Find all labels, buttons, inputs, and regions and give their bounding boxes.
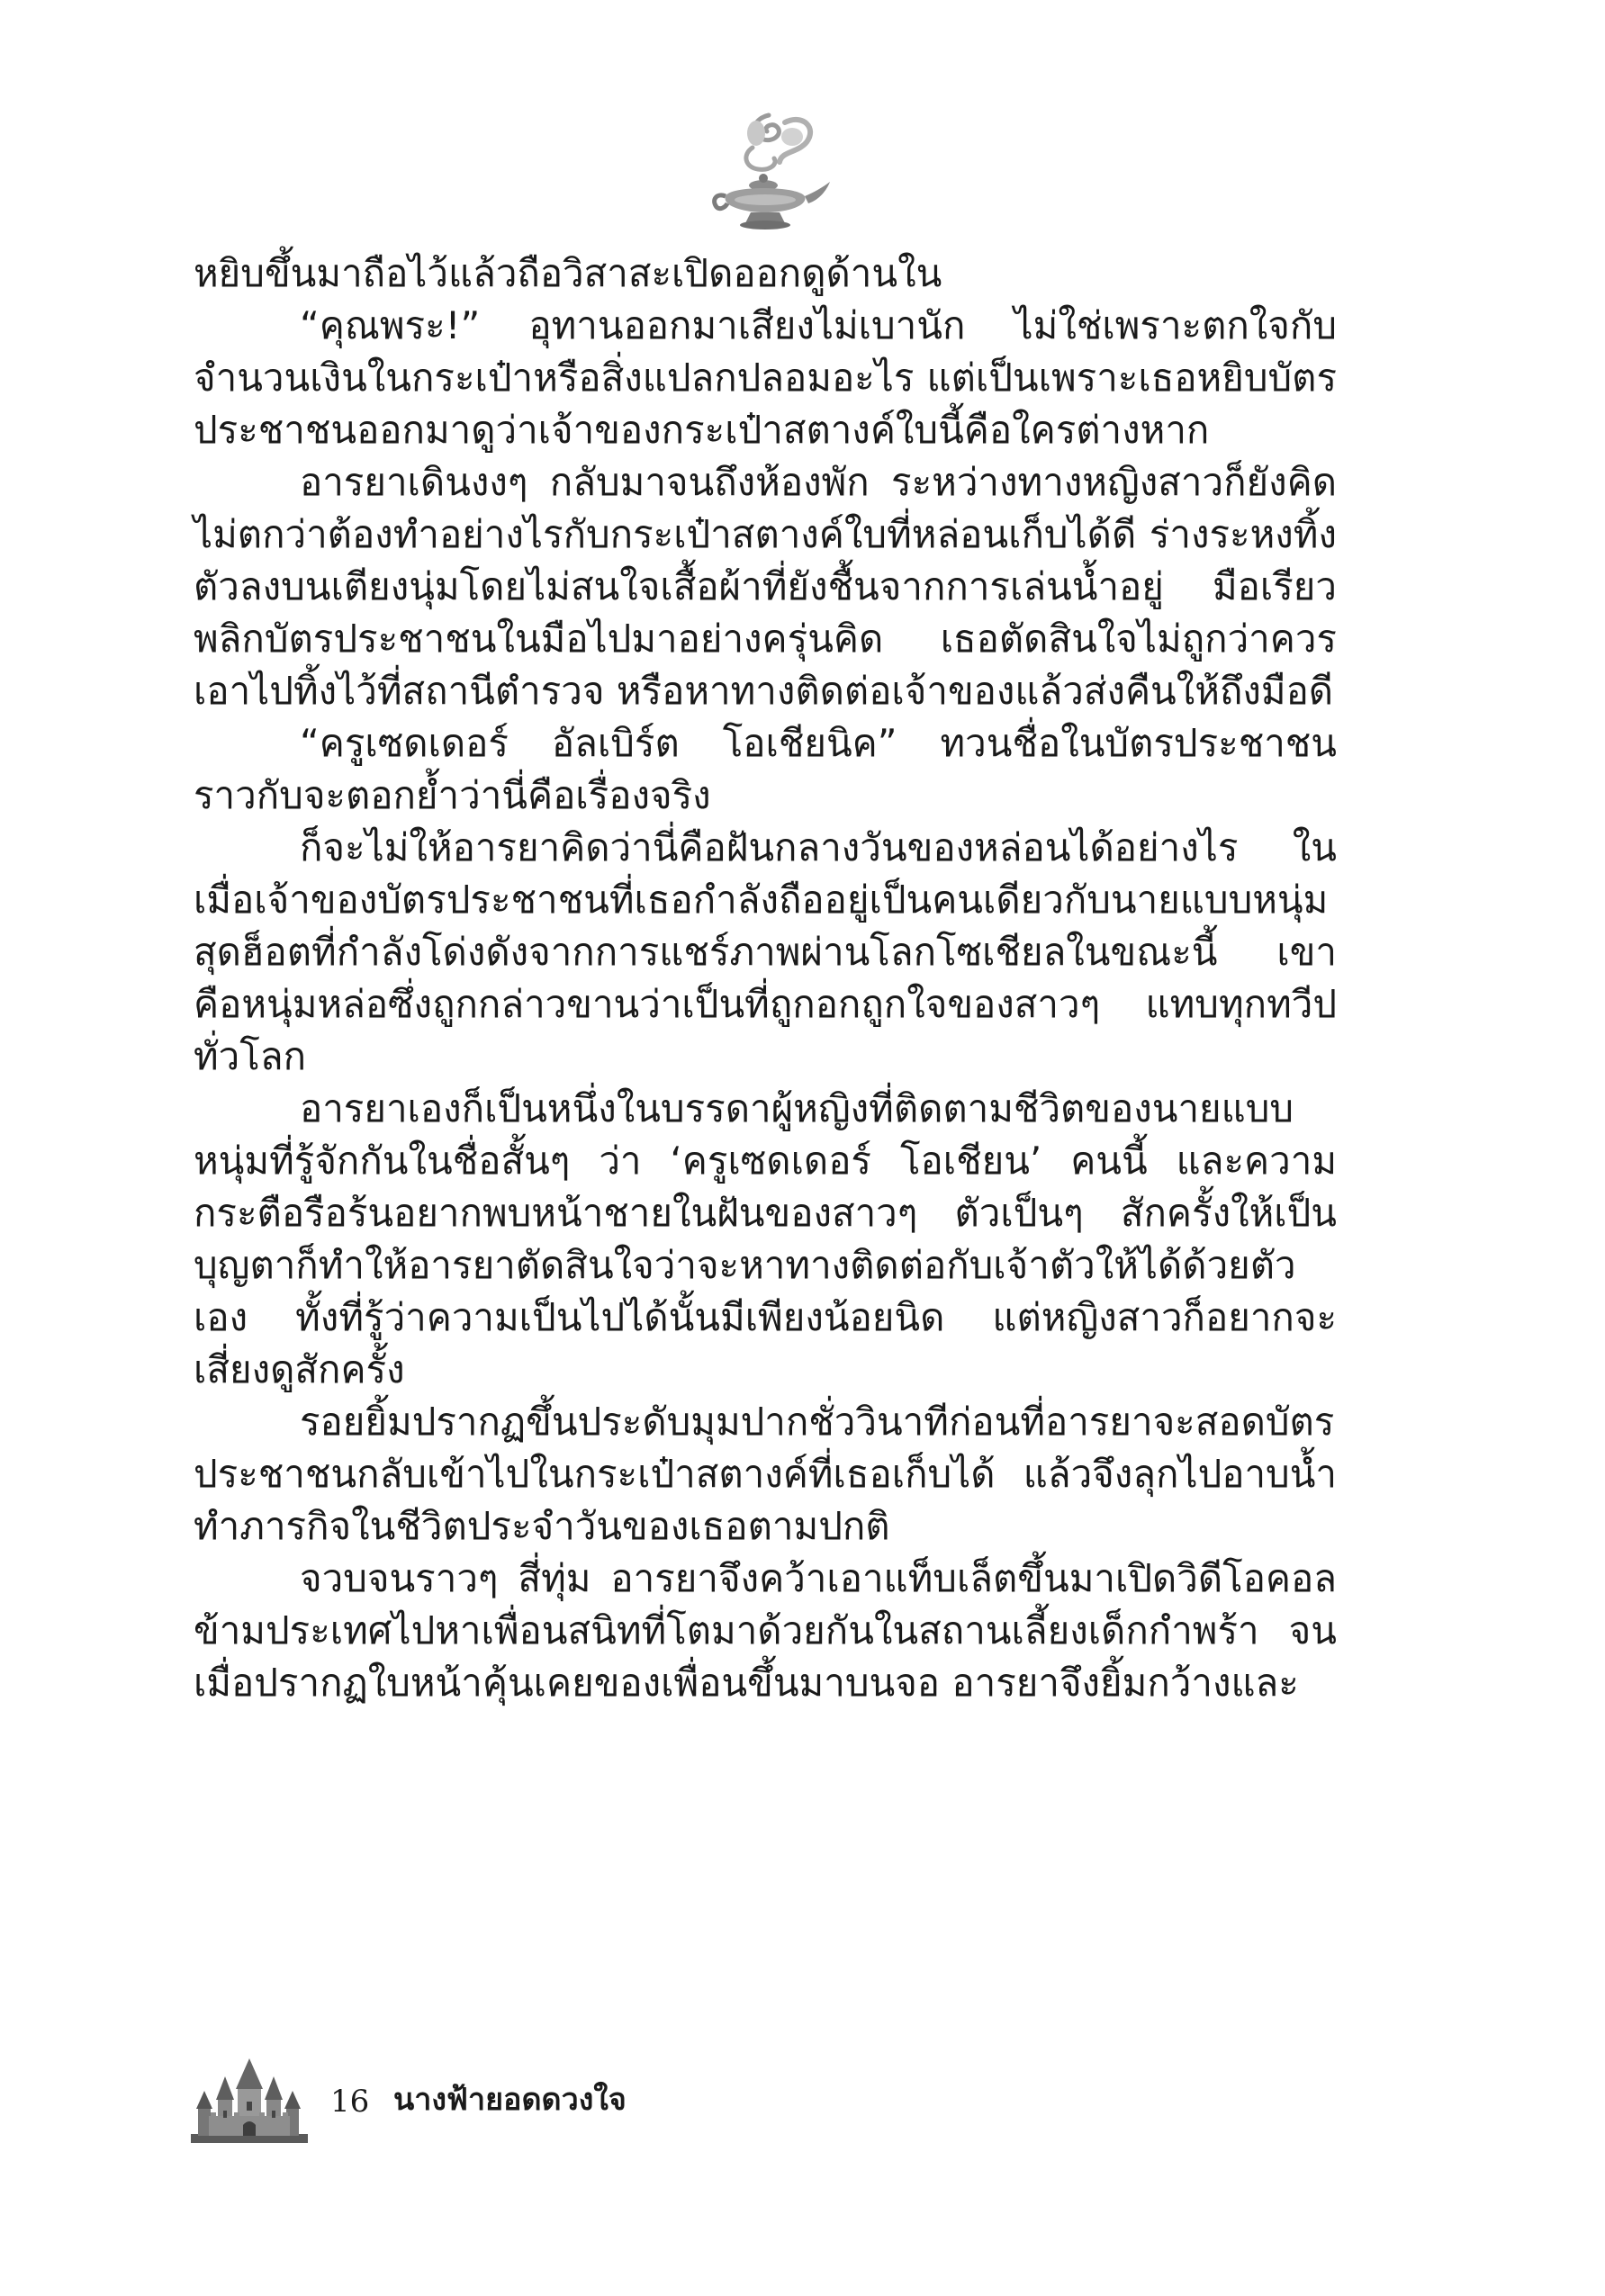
paragraph: “ครูเซดเดอร์ อัลเบิร์ต โอเชียนิค” ทวนชื่อในบัตรประชาชนราวกับจะตอกย้ำว่านี่คือเรื่องจริง	[194, 721, 1337, 817]
paragraph: รอยยิ้มปรากฏขึ้นประดับมุมปากชั่ววินาทีก่อนที่อารยาจะสอดบัตรประชาชนกลับเข้าไปในกระเป๋าสตางค์ที่เธอเก็บได้ แล้วจึงลุกไปอาบน้ำทำภารกิจในชีวิตประจำวันของเธอตามปกติ	[194, 1400, 1337, 1548]
paragraph: ก็จะไม่ให้อารยาคิดว่านี่คือฝันกลางวันของหล่อนได้อย่างไร ในเมื่อเจ้าของบัตรประชาชนที่เธอกำลังถืออยู่เป็นคนเดียวกับนายแบบหนุ่มสุดฮ็อตที่กำลังโด่งดังจากการแชร์ภาพผ่านโลกโซเชียลในขณะนี้ เขาคือหนุ่มหล่อซึ่งถูกกล่าวขานว่าเป็นที่ถูกอกถูกใจของสาวๆ แทบทุกทวีปทั่วโลก	[194, 825, 1337, 1078]
page-footer	[191, 2057, 1001, 2147]
paragraph: อารยาเดินงงๆ กลับมาจนถึงห้องพัก ระหว่างทางหญิงสาวก็ยังคิดไม่ตกว่าต้องทำอย่างไรกับกระเป๋าสตางค์ใบที่หล่อนเก็บได้ดี ร่างระหงทิ้งตัวลงบนเตียงนุ่มโดยไม่สนใจเสื้อผ้าที่ยังชื้นจากการเล่นน้ำอยู่ มือเรียวพลิกบัตรประชาชนในมือไปมาอย่างครุ่นคิด เธอตัดสินใจไม่ถูกว่าควรเอาไปทิ้งไว้ที่สถานีตำรวจ หรือหาทางติดต่อเจ้าของแล้วส่งคืนให้ถึงมือดี	[194, 460, 1337, 713]
paragraph: อารยาเองก็เป็นหนึ่งในบรรดาผู้หญิงที่ติดตามชีวิตของนายแบบหนุ่มที่รู้จักกันในชื่อสั้นๆ ว่า ‘ครูเซดเดอร์ โอเชียน’ คนนี้ และความกระตือรือร้นอยากพบหน้าชายในฝันของสาวๆ ตัวเป็นๆ สักครั้งให้เป็นบุญตาก็ทำให้อารยาตัดสินใจว่าจะหาทางติดต่อกับเจ้าตัวให้ได้ด้วยตัวเอง ทั้งที่รู้ว่าความเป็นไปได้นั้นมีเพียงน้อยนิด แต่หญิงสาวก็อยากจะเสี่ยงดูสักครั้ง	[194, 1086, 1337, 1391]
paragraph: “คุณพระ!” อุทานออกมาเสียงไม่เบานัก ไม่ใช่เพราะตกใจกับจำนวนเงินในกระเป๋าหรือสิ่งแปลกปลอมอะไร แต่เป็นเพราะเธอหยิบบัตรประชาชนออกมาดูว่าเจ้าของกระเป๋าสตางค์ใบนี้คือใครต่างหาก	[194, 303, 1337, 452]
page-number: 16	[330, 2084, 370, 2120]
genie-lamp-icon	[699, 106, 834, 232]
paragraph: จวบจนราวๆ สี่ทุ่ม อารยาจึงคว้าเอาแท็บเล็ตขึ้นมาเปิดวิดีโอคอลข้ามประเทศไปหาเพื่อนสนิทที่โตมาด้วยกันในสถานเลี้ยงเด็กกำพร้า จนเมื่อปรากฏใบหน้าคุ้นเคยของเพื่อนขึ้นมาบนจอ อารยาจึงยิ้มกว้างและ	[194, 1556, 1337, 1705]
paragraph: หยิบขึ้นมาถือไว้แล้วถือวิสาสะเปิดออกดูด้านใน	[194, 251, 942, 295]
book-title: นางฟ้ายอดดวงใจ	[393, 2082, 627, 2118]
body-text	[194, 248, 1337, 1709]
castle-icon	[191, 2057, 308, 2147]
